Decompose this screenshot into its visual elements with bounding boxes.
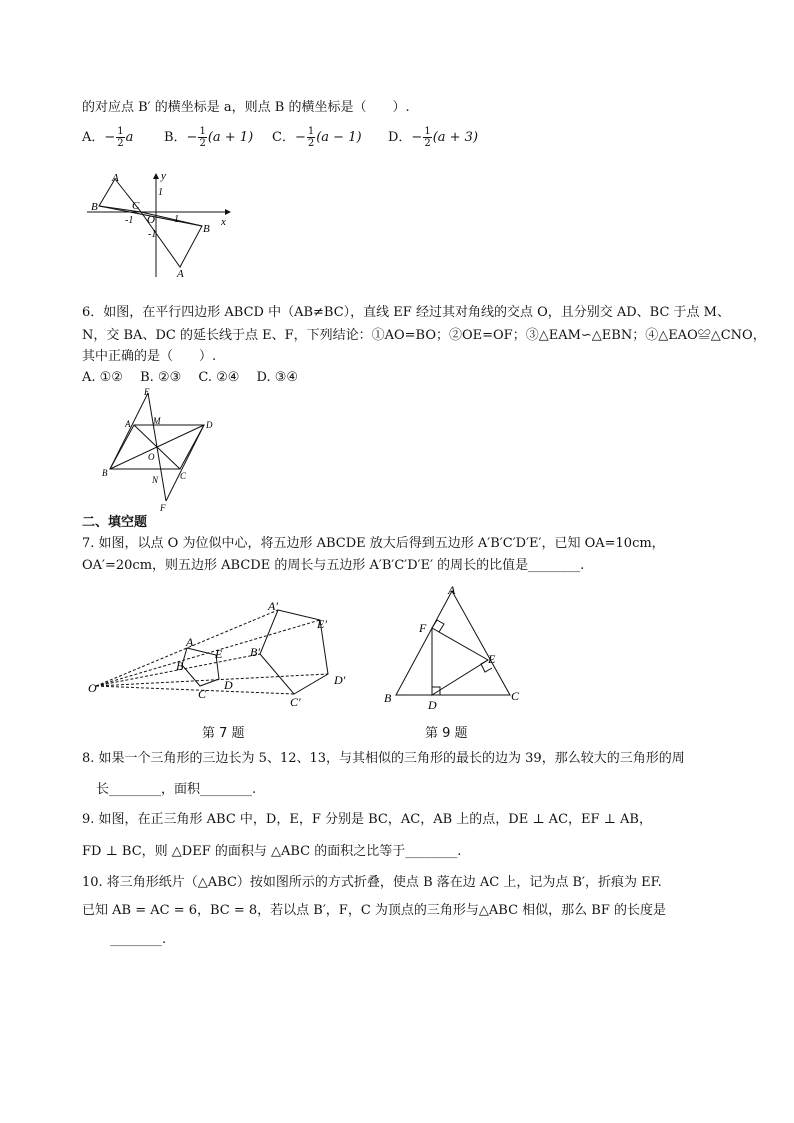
y-axis-arrow xyxy=(153,173,159,179)
q6-stem-line2: N，交 BA、DC 的延长线于点 E、F，下列结论：①AO=BO；②OE=OF；③△EAM∽△EBN；④△EAO≌△CNO， xyxy=(82,328,766,343)
q5-option-c xyxy=(272,126,362,149)
q9-stem-line1: 9. 如图，在正三角形 ABC 中，D，E，F 分别是 BC，AC，AB 上的点，DE ⊥ AC，EF ⊥ AB， xyxy=(82,812,652,827)
label-c: C xyxy=(180,471,187,481)
section-title: 二、填空题 xyxy=(82,515,148,530)
label-c-prime: C′ xyxy=(290,695,301,709)
label-o: O xyxy=(88,681,97,695)
line-df xyxy=(166,425,204,501)
label-f: F xyxy=(160,503,166,513)
q5-option-a-expr: a xyxy=(125,130,134,145)
label-c: C xyxy=(132,200,140,212)
q5-option-a xyxy=(82,126,133,149)
q7-caption: 第 7 题 xyxy=(202,726,245,741)
q10-stem-line3: ________. xyxy=(110,932,167,947)
label-c: C xyxy=(511,689,520,703)
x-axis-arrow xyxy=(225,209,231,215)
label-b-left: B xyxy=(91,201,98,213)
label-o: O xyxy=(147,214,155,226)
q5-option-a-label: A．− xyxy=(82,130,116,145)
label-m: M xyxy=(153,416,161,426)
label-neg-one-y: -1 xyxy=(148,229,157,240)
label-d: D xyxy=(224,678,233,692)
fraction-denominator: 2 xyxy=(117,138,124,149)
q5-fraction-b xyxy=(198,126,206,149)
line-be xyxy=(110,393,148,469)
q6-parallelogram-figure xyxy=(100,385,220,513)
q5-option-d-label: D．− xyxy=(388,130,423,145)
label-b: B xyxy=(176,659,184,673)
fraction-denominator: 2 xyxy=(424,138,431,149)
label-a-prime: A′ xyxy=(268,599,278,613)
label-b-prime: B′ xyxy=(250,645,260,659)
q5-option-c-label: C．− xyxy=(272,130,306,145)
fraction-numerator: 1 xyxy=(424,126,431,137)
q6-stem-line3: 其中正确的是（ ）. xyxy=(82,349,217,364)
label-a-bottom: A xyxy=(177,268,184,280)
label-d-prime: D′ xyxy=(334,673,346,687)
label-c: C xyxy=(198,687,207,701)
q6-stem-line1: 6．如图，在平行四边形 ABCD 中（AB≠BC），直线 EF 经过其对角线的交点 O，且分别交 AD、BC 于点 M、 xyxy=(82,305,730,320)
q7-stem-line1: 7. 如图，以点 O 为位似中心，将五边形 ABCDE 放大后得到五边形 A′B′C′D′E′，已知 OA=10cm， xyxy=(82,536,665,551)
label-b-right: B xyxy=(203,223,210,235)
label-b: B xyxy=(384,691,392,705)
fraction-numerator: 1 xyxy=(199,126,206,137)
fraction-denominator: 2 xyxy=(199,138,206,149)
label-d: D xyxy=(428,698,437,712)
label-e: E xyxy=(215,647,223,661)
label-neg-one-x: -1 xyxy=(125,215,134,226)
q5-option-d-expr: (a + 3) xyxy=(432,130,479,145)
q8-stem-line1: 8. 如果一个三角形的三边长为 5、12、13，与其相似的三角形的最长的边为 39，那么较大的三角形的周 xyxy=(82,751,685,766)
fraction-numerator: 1 xyxy=(307,126,315,137)
label-a: A xyxy=(125,419,131,429)
label-one-y: 1 xyxy=(158,187,163,198)
q5-option-d xyxy=(388,126,478,149)
label-e: E xyxy=(488,652,496,666)
label-b: B xyxy=(102,468,108,478)
q5-fraction-a xyxy=(116,126,124,149)
q5-fraction-c xyxy=(307,126,315,149)
q8-stem-line2: 长________，面积________. xyxy=(96,782,257,797)
q5-option-c-expr: (a − 1) xyxy=(316,130,362,145)
label-a: A xyxy=(448,583,456,597)
q5-fraction-d xyxy=(423,126,431,149)
label-n: N xyxy=(152,475,159,485)
label-e-prime: E′ xyxy=(317,617,327,631)
label-a: A xyxy=(186,635,194,649)
q10-stem-line2: 已知 AB = AC = 6，BC = 8，若以点 B′，F，C 为顶点的三角形与△ABC 相似，那么 BF 的长度是 xyxy=(82,903,666,918)
q5-option-b-expr: (a + 1) xyxy=(207,130,254,145)
q6-options: A. ①② B. ②③ C. ②④ D. ③④ xyxy=(82,370,299,385)
q10-stem-line1: 10. 将三角形纸片（△ABC）按如图所示的方式折叠，使点 B 落在边 AC 上，记为点 B′，折痕为 EF. xyxy=(82,875,662,890)
label-x-axis: x xyxy=(221,216,226,228)
q7-homothety-figure xyxy=(88,598,368,718)
q5-stem: 的对应点 B′ 的横坐标是 a，则点 B 的横坐标是（ ）. xyxy=(82,100,410,115)
q5-coordinate-figure xyxy=(85,165,235,283)
triangle-def xyxy=(432,628,488,695)
label-one-x: 1 xyxy=(174,214,179,225)
q5-option-b-label: B．− xyxy=(164,130,198,145)
label-a-top: A xyxy=(112,172,119,184)
q9-triangle-figure xyxy=(380,583,530,711)
fraction-numerator: 1 xyxy=(117,126,124,137)
right-angle-f xyxy=(432,620,444,632)
label-f: F xyxy=(419,621,427,635)
label-o: O xyxy=(148,452,155,462)
q9-caption: 第 9 题 xyxy=(425,726,468,741)
label-y-axis: y xyxy=(161,170,166,182)
triangle-abc xyxy=(396,591,510,695)
fraction-denominator: 2 xyxy=(307,138,315,149)
q5-option-b xyxy=(164,126,253,149)
q9-stem-line2: FD ⊥ BC，则 △DEF 的面积与 △ABC 的面积之比等于________. xyxy=(82,844,462,859)
q7-stem-line2: OA′=20cm，则五边形 ABCDE 的周长与五边形 A′B′C′D′E′ 的周长的比值是________. xyxy=(82,558,585,573)
label-d: D xyxy=(206,420,213,430)
label-e: E xyxy=(144,387,150,397)
